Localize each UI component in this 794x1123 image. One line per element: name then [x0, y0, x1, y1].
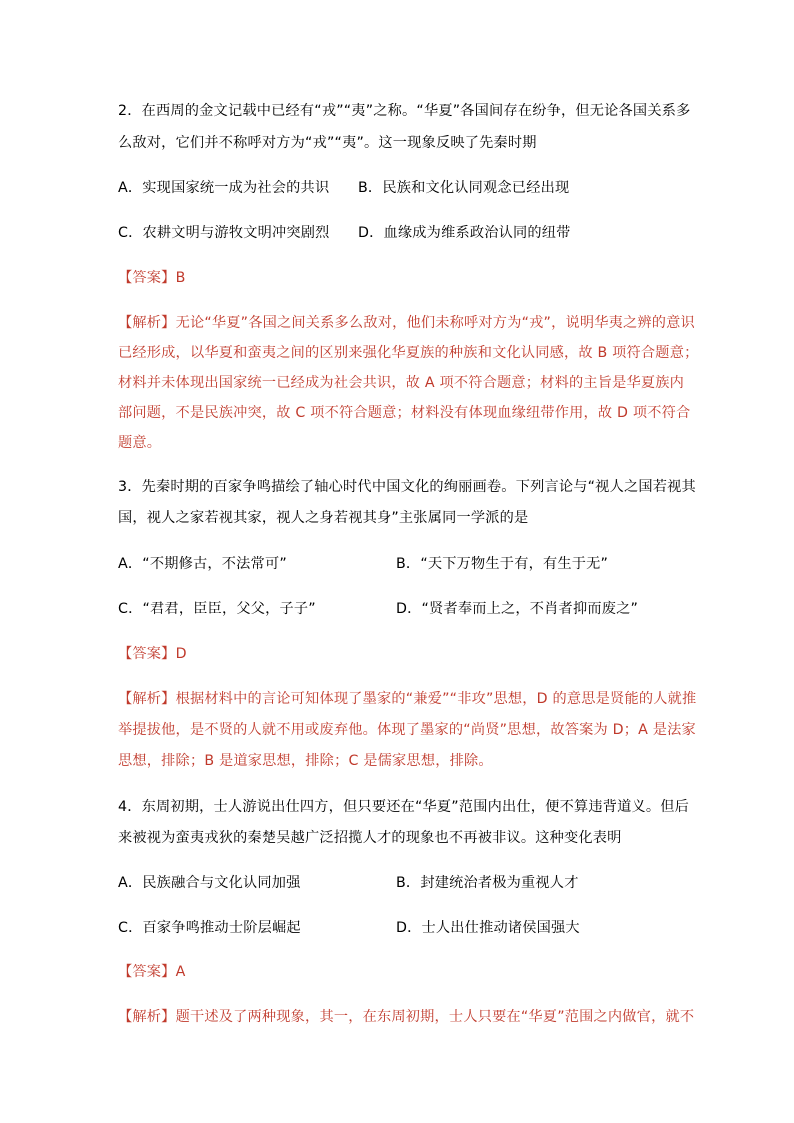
question-2-option-c: C．农耕文明与游牧文明冲突剧烈: [118, 225, 330, 241]
question-3-option-d: D．“贤者奉而上之，不肖者抑而废之”: [396, 601, 639, 617]
analysis-text: 无论“华夏”各国之间关系多么敌对，他们未称呼对方为“戎”，说明华夷之辨的意识: [175, 315, 695, 331]
question-2-stem-line-2: 么敌对，它们并不称呼对方为“戎”“夷”。这一现象反映了先秦时期: [118, 135, 537, 151]
question-3-answer: [118, 644, 187, 664]
analysis-text: 根据材料中的言论可知体现了墨家的“兼爱”“非攻”思想，D 的意思是贤能的人就推: [175, 691, 697, 707]
answer-value: D: [175, 646, 187, 662]
question-4-stem-line-2: 来被视为蛮夷戎狄的秦楚吴越广泛招揽人才的现象也不再被非议。这种变化表明: [118, 830, 622, 846]
question-3-option-c: C．“君君，臣臣，父父，子子”: [118, 601, 316, 617]
question-4-stem-line-1: 4．东周初期，士人游说出仕四方，但只要还在“华夏”范围内出仕，便不算违背道义。但后: [118, 799, 690, 815]
question-4-option-b: B．封建统治者极为重视人才: [396, 875, 579, 891]
question-3-option-a: A．“不期修古，不法常可”: [118, 556, 287, 572]
question-4-analysis-line-1: [118, 1007, 694, 1027]
question-2-option-a: A．实现国家统一成为社会的共识: [118, 180, 330, 196]
analysis-text: 题干述及了两种现象，其一，在东周初期，士人只要在“华夏”范围之内做官，就不: [175, 1009, 695, 1025]
question-3-analysis-line-2: 举提拔他，是不贤的人就不用或废弃他。体现了墨家的“尚贤”思想，故答案为 D；A 是法家: [118, 722, 696, 738]
question-2-option-b: B．民族和文化认同观念已经出现: [358, 180, 570, 196]
question-2-answer: [118, 268, 186, 288]
question-2-analysis-line-2: 已经形成，以华夏和蛮夷之间的区别来强化华夏族的种族和文化认同感，故 B 项符合题意；: [118, 345, 699, 361]
analysis-label: 【解析】: [118, 691, 176, 707]
analysis-label: 【解析】: [118, 1009, 176, 1025]
question-4-option-c: C．百家争鸣推动士阶层崛起: [118, 920, 301, 936]
question-3-analysis-line-3: 思想，排除；B 是道家思想，排除；C 是儒家思想，排除。: [118, 753, 493, 769]
question-2-option-d: D．血缘成为维系政治认同的纽带: [358, 225, 571, 241]
answer-value: B: [175, 270, 186, 286]
question-4-option-a: A．民族融合与文化认同加强: [118, 875, 301, 891]
question-2-analysis-line-5: 题意。: [118, 435, 162, 451]
question-3-option-b: B．“天下万物生于有，有生于无”: [396, 556, 609, 572]
analysis-label: 【解析】: [118, 315, 176, 331]
question-2-analysis-line-3: 材料并未体现出国家统一已经成为社会共识，故 A 项不符合题意；材料的主旨是华夏族内: [118, 375, 685, 391]
question-4-option-d: D．士人出仕推动诸侯国强大: [396, 920, 580, 936]
answer-label: 【答案】: [118, 270, 176, 286]
answer-value: A: [175, 964, 186, 980]
question-2-analysis-line-1: [118, 313, 695, 333]
question-2-stem-line-1: 2．在西周的金文记载中已经有“戎”“夷”之称。“华夏”各国间存在纷争，但无论各国关系多: [118, 103, 691, 119]
question-4-answer: [118, 962, 185, 982]
question-3-stem-line-1: 3．先秦时期的百家争鸣描绘了轴心时代中国文化的绚丽画卷。下列言论与“视人之国若视其: [118, 479, 696, 495]
question-2-analysis-line-4: 部问题，不是民族冲突，故 C 项不符合题意；材料没有体现血缘纽带作用，故 D 项不符合: [118, 405, 691, 421]
question-3-stem-line-2: 国，视人之家若视其家，视人之身若视其身”主张属同一学派的是: [118, 510, 529, 526]
answer-label: 【答案】: [118, 964, 176, 980]
answer-label: 【答案】: [118, 646, 176, 662]
question-3-analysis-line-1: [118, 689, 696, 709]
